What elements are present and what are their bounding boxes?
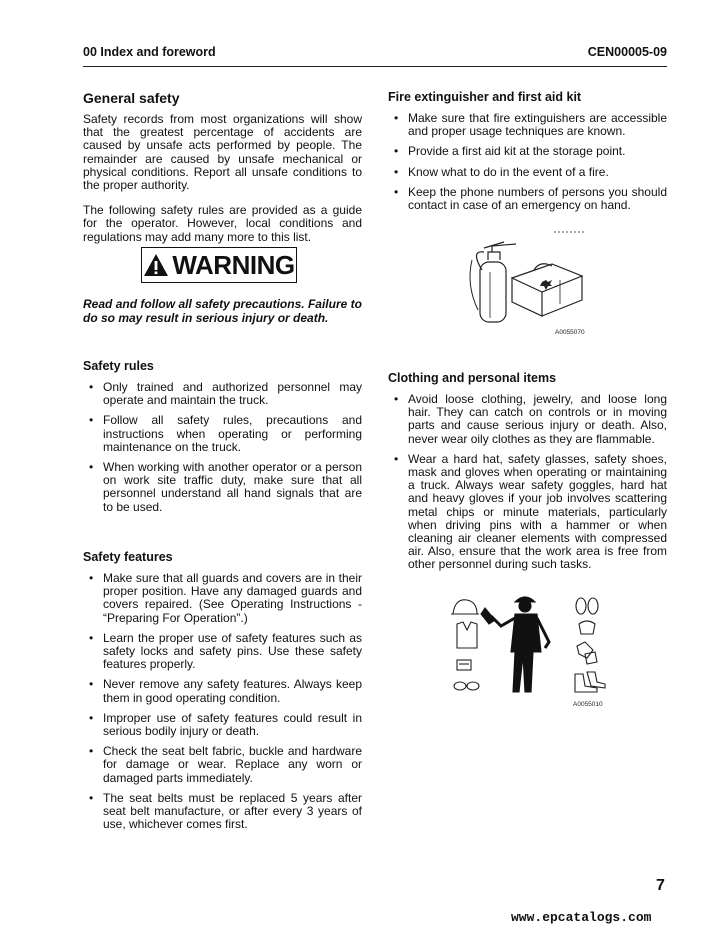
hard-hat-icon bbox=[451, 600, 479, 614]
list-item: • Provide a first aid kit at the storage point. bbox=[388, 145, 667, 158]
section-title: 00 Index and foreword bbox=[83, 45, 216, 59]
mask-icon bbox=[579, 621, 595, 634]
page-number: 7 bbox=[656, 877, 665, 894]
first-aid-kit-icon bbox=[512, 264, 582, 316]
figure-caption: A0055070 bbox=[555, 329, 585, 336]
list-item: • The seat belts must be replaced 5 years after seat belt manufacture, or after every 3 years of use, whichever comes first. bbox=[83, 792, 362, 832]
clothing-section bbox=[388, 371, 667, 572]
list-item: • Check the seat belt fabric, buckle and hardware for damage or wear. Replace any worn or damaged parts immediately. bbox=[83, 745, 362, 785]
fire-kit-list bbox=[388, 112, 667, 212]
fire-kit-heading: Fire extinguisher and first aid kit bbox=[388, 90, 582, 104]
safety-features-list bbox=[83, 572, 362, 831]
left-column bbox=[83, 90, 362, 244]
ear-protection-icon bbox=[576, 598, 598, 614]
goggles-icon bbox=[454, 682, 479, 690]
clothing-heading: Clothing and personal items bbox=[388, 371, 557, 385]
safety-rules-heading: Safety rules bbox=[83, 359, 154, 373]
general-safety-para-1: Safety records from most organizations will show that the greatest percentage of accidents are caused by unsafe acts performed by people. The remainder are caused by unsafe mechanical or physical conditions. Report all unsafe conditions to the proper authority. bbox=[83, 112, 362, 193]
list-item: • Improper use of safety features could result in serious bodily injury or death. bbox=[83, 712, 362, 738]
warning-label-text: WARNING bbox=[172, 249, 295, 280]
figure-caption: A0055010 bbox=[573, 701, 603, 708]
fire-extinguisher-first-aid-illustration bbox=[460, 230, 595, 330]
list-item: • Make sure that all guards and covers are in their proper position. Have any damaged guards and covers repaired. (See Operating Instructions - “Preparing For Operation”.) bbox=[83, 572, 362, 625]
gloves-icon bbox=[457, 660, 471, 670]
general-safety-para-2: The following safety rules are provided as a guide for the operator. However, local conditions and regulations may add many more to this list. bbox=[83, 203, 362, 244]
page-header bbox=[83, 45, 667, 65]
safety-rules-section bbox=[83, 359, 362, 514]
list-item: • Only trained and authorized personnel may operate and maintain the truck. bbox=[83, 381, 362, 407]
safety-features-heading: Safety features bbox=[83, 550, 173, 564]
safety-features-section bbox=[83, 550, 362, 831]
list-item: • Never remove any safety features. Always keep them in good operating condition. bbox=[83, 678, 362, 704]
work-gloves-icon bbox=[577, 642, 597, 664]
general-safety-heading: General safety bbox=[83, 90, 180, 106]
list-item: • Wear a hard hat, safety glasses, safety shoes, mask and gloves when operating or maintaining a truck. Always wear safety goggles, hard hat and heavy gloves if your job involves scattering metal chips or minute materials, particularly when driving pins with a hammer or when cleaning air cleaner elements with compressed air. Also, ensure that the work area is free from other personnel during such tasks. bbox=[388, 453, 667, 572]
list-item: • Make sure that fire extinguishers are accessible and proper usage techniques are known. bbox=[388, 112, 667, 138]
safety-vest-icon bbox=[457, 622, 477, 648]
list-item: • Follow all safety rules, precautions and instructions when operating or performing maintenance on the truck. bbox=[83, 414, 362, 454]
warning-triangle-icon bbox=[143, 253, 169, 277]
list-item: • Learn the proper use of safety features such as safety locks and safety pins. Use these safety features properly. bbox=[83, 632, 362, 672]
watermark: www.epcatalogs.com bbox=[511, 910, 652, 925]
list-item: • Know what to do in the event of a fire. bbox=[388, 166, 667, 179]
fire-extinguisher-icon bbox=[470, 242, 516, 322]
safety-rules-list bbox=[83, 381, 362, 514]
worker-figure-icon bbox=[481, 597, 549, 692]
header-rule bbox=[83, 66, 667, 67]
list-item: • When working with another operator or a person on work site traffic duty, make sure that all personnel understand all hand signals that are to be used. bbox=[83, 461, 362, 514]
warning-message: Read and follow all safety precautions. Failure to do so may result in serious injury or death. bbox=[83, 297, 362, 325]
protective-equipment-illustration bbox=[445, 592, 610, 702]
document-code: CEN00005-09 bbox=[587, 45, 667, 59]
list-item: • Avoid loose clothing, jewelry, and loose long hair. They can catch on controls or in moving parts and cause serious injury or death. Also, never wear oily clothes as they are flammable. bbox=[388, 393, 667, 446]
safety-boots-icon bbox=[575, 672, 605, 692]
list-item: • Keep the phone numbers of persons you should contact in case of an emergency on hand. bbox=[388, 186, 667, 212]
fire-kit-section bbox=[388, 90, 667, 212]
warning-label bbox=[141, 247, 297, 283]
clothing-list bbox=[388, 393, 667, 572]
